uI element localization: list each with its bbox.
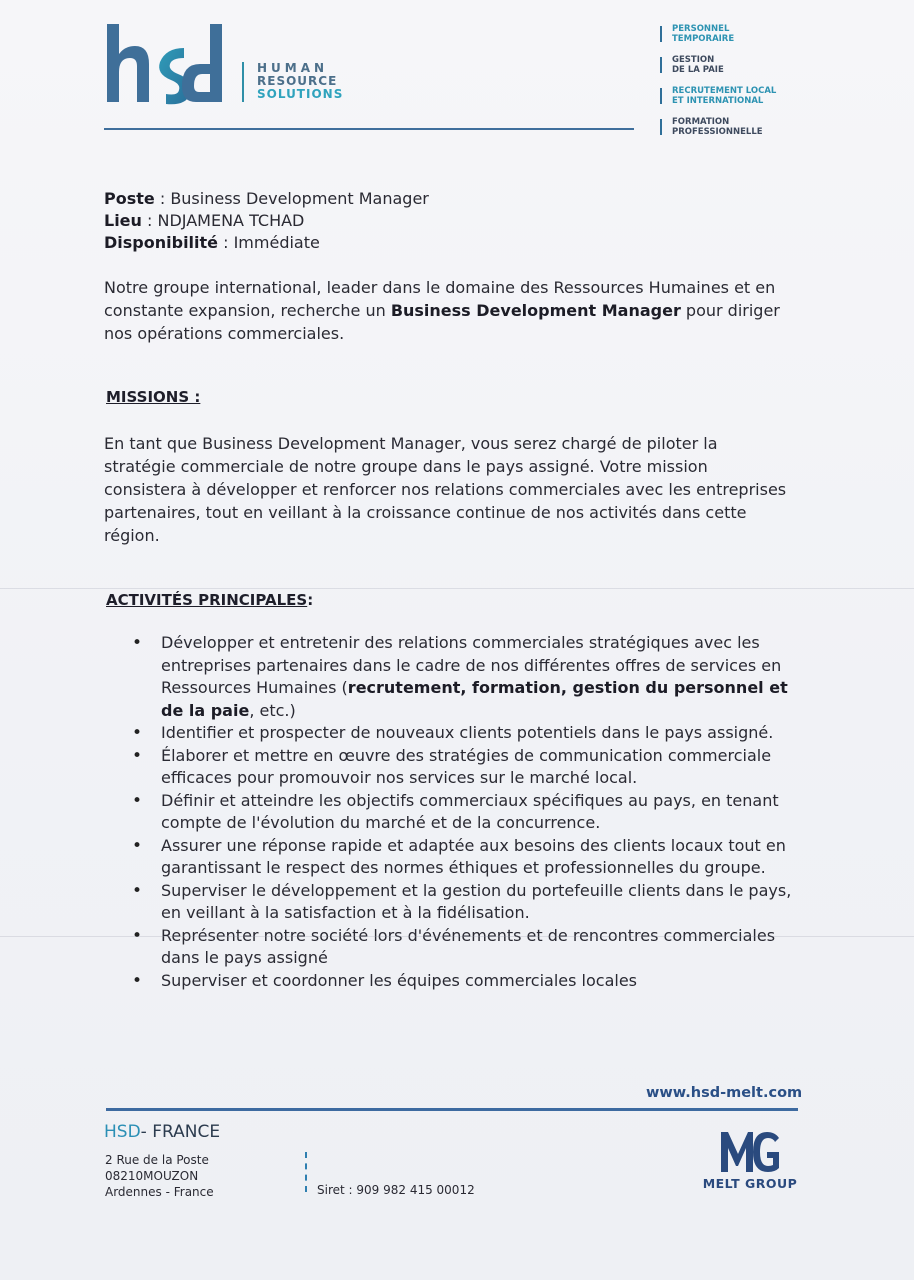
melt-group-mark-icon bbox=[715, 1128, 785, 1174]
address-line: 08210MOUZON bbox=[105, 1169, 199, 1183]
activites-list bbox=[130, 632, 800, 992]
logo-word-solutions: SOLUTIONS bbox=[257, 87, 344, 101]
list-item: • Élaborer et mettre en œuvre des stratégies de communication commerciale efficaces pour promouvoir nos services sur le marché local. bbox=[130, 745, 800, 790]
footer-rule bbox=[106, 1108, 798, 1111]
melt-group-logo bbox=[690, 1128, 810, 1191]
service-line: FORMATION bbox=[672, 117, 730, 127]
service-formation bbox=[660, 117, 776, 137]
poste-value: : Business Development Manager bbox=[154, 189, 429, 208]
service-line: PROFESSIONNELLE bbox=[672, 127, 763, 137]
poste-line bbox=[104, 188, 429, 210]
services-list bbox=[660, 24, 776, 148]
service-gestion-paie bbox=[660, 55, 776, 75]
service-recrutement bbox=[660, 86, 776, 106]
list-item: • Représenter notre société lors d'événements et de rencontres commerciales dans le pays assigné bbox=[130, 925, 800, 970]
paper-fold-line bbox=[0, 588, 914, 589]
company-country: - FRANCE bbox=[140, 1122, 221, 1142]
logo-wordmark bbox=[257, 62, 343, 101]
service-line: RECRUTEMENT LOCAL bbox=[672, 86, 777, 96]
header-rule bbox=[104, 128, 634, 130]
poste-label: Poste bbox=[104, 189, 155, 208]
list-item: • Superviser le développement et la gestion du portefeuille clients dans le pays, en veillant à la satisfaction et à la fidélisation. bbox=[130, 880, 800, 925]
service-personnel-temporaire bbox=[660, 24, 776, 44]
list-item-text: Développer et entretenir des relations commerciales stratégiques avec les entreprises partenaires dans le cadre de nos différentes offres de services en Ressources Humaines ( bbox=[161, 633, 782, 697]
lieu-label: Lieu bbox=[104, 211, 142, 230]
paper-fold-line bbox=[0, 936, 914, 937]
hsd-logo-mark-icon bbox=[104, 22, 229, 106]
list-item bbox=[130, 632, 800, 722]
service-line: GESTION bbox=[672, 55, 715, 65]
dispo-value: : Immédiate bbox=[218, 233, 320, 252]
footer-separator bbox=[305, 1152, 309, 1192]
missions-heading: MISSIONS : bbox=[106, 388, 201, 406]
service-line: TEMPORAIRE bbox=[672, 34, 735, 44]
siret-number: Siret : 909 982 415 00012 bbox=[317, 1183, 475, 1197]
list-item: • Superviser et coordonner les équipes commerciales locales bbox=[130, 970, 800, 993]
service-line: PERSONNEL bbox=[672, 24, 730, 34]
activites-heading-suffix: : bbox=[307, 591, 314, 609]
address-block bbox=[105, 1152, 214, 1200]
dispo-label: Disponibilité bbox=[104, 233, 219, 252]
address-line: Ardennes - France bbox=[105, 1185, 214, 1199]
address-line: 2 Rue de la Poste bbox=[105, 1153, 209, 1167]
intro-text: Notre groupe international, leader dans le domaine des Ressources Humaines et en constante expansion, recherche un bbox=[104, 278, 776, 320]
service-line: DE LA PAIE bbox=[672, 65, 724, 75]
activites-heading-text: ACTIVITÉS PRINCIPALES bbox=[106, 591, 308, 609]
lieu-line bbox=[104, 210, 429, 232]
logo-separator bbox=[242, 62, 244, 102]
intro-text-end: pour diriger nos opérations commerciales. bbox=[104, 301, 780, 343]
company-name bbox=[104, 1122, 220, 1142]
intro-paragraph bbox=[104, 276, 784, 345]
logo-word-human: HUMAN bbox=[257, 61, 329, 75]
company-hsd: HSD bbox=[104, 1122, 141, 1142]
list-item: • Définir et atteindre les objectifs commerciaux spécifiques au pays, en tenant compte de l'évolution du marché et de la concurrence. bbox=[130, 790, 800, 835]
intro-bold: Business Development Manager bbox=[390, 301, 681, 320]
list-item: • Identifier et prospecter de nouveaux clients potentiels dans le pays assigné. bbox=[130, 722, 800, 745]
hsd-logo bbox=[104, 22, 229, 106]
list-item: • Assurer une réponse rapide et adaptée aux besoins des clients locaux tout en garantissant le respect des normes éthiques et professionnelles du groupe. bbox=[130, 835, 800, 880]
job-info bbox=[104, 188, 429, 254]
lieu-value: : NDJAMENA TCHAD bbox=[141, 211, 305, 230]
list-item-bold: recrutement, formation, gestion du personnel et de la paie bbox=[161, 678, 788, 720]
dispo-line bbox=[104, 232, 429, 254]
activites-heading bbox=[106, 591, 313, 609]
website-link[interactable]: www.hsd-melt.com bbox=[646, 1085, 803, 1101]
list-item-text-end: , etc.) bbox=[249, 700, 296, 720]
melt-group-name: MELT GROUP bbox=[702, 1176, 798, 1191]
logo-word-resource: RESOURCE bbox=[257, 74, 338, 88]
missions-paragraph: En tant que Business Development Manager, vous serez chargé de piloter la stratégie commerciale de notre groupe dans le pays assigné. Votre mission consistera à développer et renforcer nos relations commerciales avec les entreprises partenaires, tout en veillant à la croissance continue de nos activités dans cette région. bbox=[104, 434, 787, 545]
service-line: ET INTERNATIONAL bbox=[672, 96, 764, 106]
